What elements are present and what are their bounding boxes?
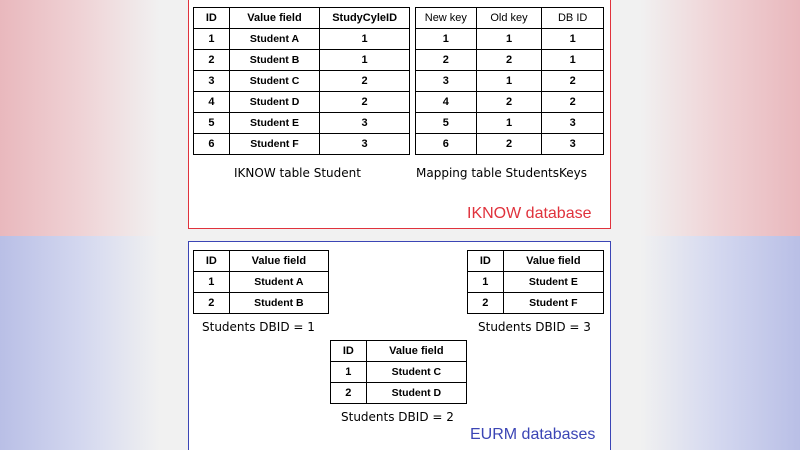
table-cell: 3 — [542, 134, 604, 155]
table-cell: 2 — [476, 134, 542, 155]
students-dbid-3-table — [467, 250, 604, 314]
table-cell: 2 — [476, 92, 542, 113]
table-header-row — [194, 8, 410, 29]
table-cell: Student D — [366, 383, 466, 404]
table-row — [416, 113, 604, 134]
table-cell: Student D — [229, 92, 319, 113]
students-dbid-3-caption: Students DBID = 3 — [478, 320, 591, 334]
table-cell: Student E — [229, 113, 319, 134]
table-cell: 2 — [320, 92, 410, 113]
table-cell: 1 — [194, 29, 230, 50]
table-cell: Student A — [229, 272, 328, 293]
table-row — [468, 272, 604, 293]
column-header: ID — [331, 341, 367, 362]
table-cell: 2 — [194, 50, 230, 71]
mapping-table-caption: Mapping table StudentsKeys — [416, 166, 588, 180]
students-dbid-2-caption: Students DBID = 2 — [341, 410, 454, 424]
column-header: Old key — [476, 8, 542, 29]
table-row — [194, 293, 329, 314]
table-cell: 2 — [320, 71, 410, 92]
column-header: Value field — [229, 8, 319, 29]
iknow-student-table — [193, 7, 410, 155]
table-cell: 2 — [542, 71, 604, 92]
table-row — [468, 293, 604, 314]
students-dbid-1-caption: Students DBID = 1 — [202, 320, 315, 334]
table-cell: Student C — [366, 362, 466, 383]
column-header: ID — [194, 251, 230, 272]
table-cell: 5 — [194, 113, 230, 134]
table-row — [416, 92, 604, 113]
table-cell: 1 — [416, 29, 477, 50]
table-cell: 6 — [416, 134, 477, 155]
column-header: New key — [416, 8, 477, 29]
table-row — [416, 50, 604, 71]
students-dbid-2-table — [330, 340, 467, 404]
table-cell: 3 — [194, 71, 230, 92]
column-header: DB ID — [542, 8, 604, 29]
column-header: Value field — [229, 251, 328, 272]
iknow-database-label: IKNOW database — [467, 205, 592, 222]
table-cell: Student C — [229, 71, 319, 92]
table-row — [416, 29, 604, 50]
table-cell: 2 — [194, 293, 230, 314]
table-cell: 1 — [542, 29, 604, 50]
table-row — [194, 50, 410, 71]
table-cell: 3 — [416, 71, 477, 92]
table-cell: 1 — [331, 362, 367, 383]
table-cell: 3 — [320, 113, 410, 134]
table-row — [194, 92, 410, 113]
iknow-student-table-caption: IKNOW table Student — [234, 166, 361, 180]
table-header-row — [331, 341, 467, 362]
column-header: ID — [194, 8, 230, 29]
table-cell: Student B — [229, 293, 328, 314]
column-header: StudyCyleID — [320, 8, 410, 29]
table-cell: 1 — [542, 50, 604, 71]
table-cell: 6 — [194, 134, 230, 155]
table-cell: 5 — [416, 113, 477, 134]
column-header: ID — [468, 251, 504, 272]
table-row — [331, 383, 467, 404]
table-cell: 4 — [416, 92, 477, 113]
table-cell: 2 — [416, 50, 477, 71]
table-header-row — [416, 8, 604, 29]
column-header: Value field — [366, 341, 466, 362]
table-cell: 1 — [320, 29, 410, 50]
table-row — [416, 134, 604, 155]
students-dbid-1-table — [193, 250, 329, 314]
table-cell: Student F — [503, 293, 603, 314]
table-row — [194, 29, 410, 50]
table-cell: 2 — [476, 50, 542, 71]
table-row — [194, 113, 410, 134]
table-cell: 4 — [194, 92, 230, 113]
table-cell: 2 — [331, 383, 367, 404]
table-row — [194, 272, 329, 293]
table-cell: 1 — [476, 71, 542, 92]
table-row — [331, 362, 467, 383]
table-cell: 1 — [194, 272, 230, 293]
column-header: Value field — [503, 251, 603, 272]
table-header-row — [468, 251, 604, 272]
table-header-row — [194, 251, 329, 272]
table-cell: 1 — [476, 113, 542, 134]
table-row — [416, 71, 604, 92]
table-cell: 2 — [468, 293, 504, 314]
table-row — [194, 71, 410, 92]
table-cell: 1 — [320, 50, 410, 71]
table-row — [194, 134, 410, 155]
table-cell: 3 — [320, 134, 410, 155]
table-cell: Student A — [229, 29, 319, 50]
table-cell: Student F — [229, 134, 319, 155]
table-cell: 1 — [468, 272, 504, 293]
table-cell: Student E — [503, 272, 603, 293]
table-cell: 3 — [542, 113, 604, 134]
eurm-databases-label: EURM databases — [470, 426, 596, 443]
table-cell: 2 — [542, 92, 604, 113]
mapping-table-studentskeys — [415, 7, 604, 155]
table-cell: 1 — [476, 29, 542, 50]
table-cell: Student B — [229, 50, 319, 71]
